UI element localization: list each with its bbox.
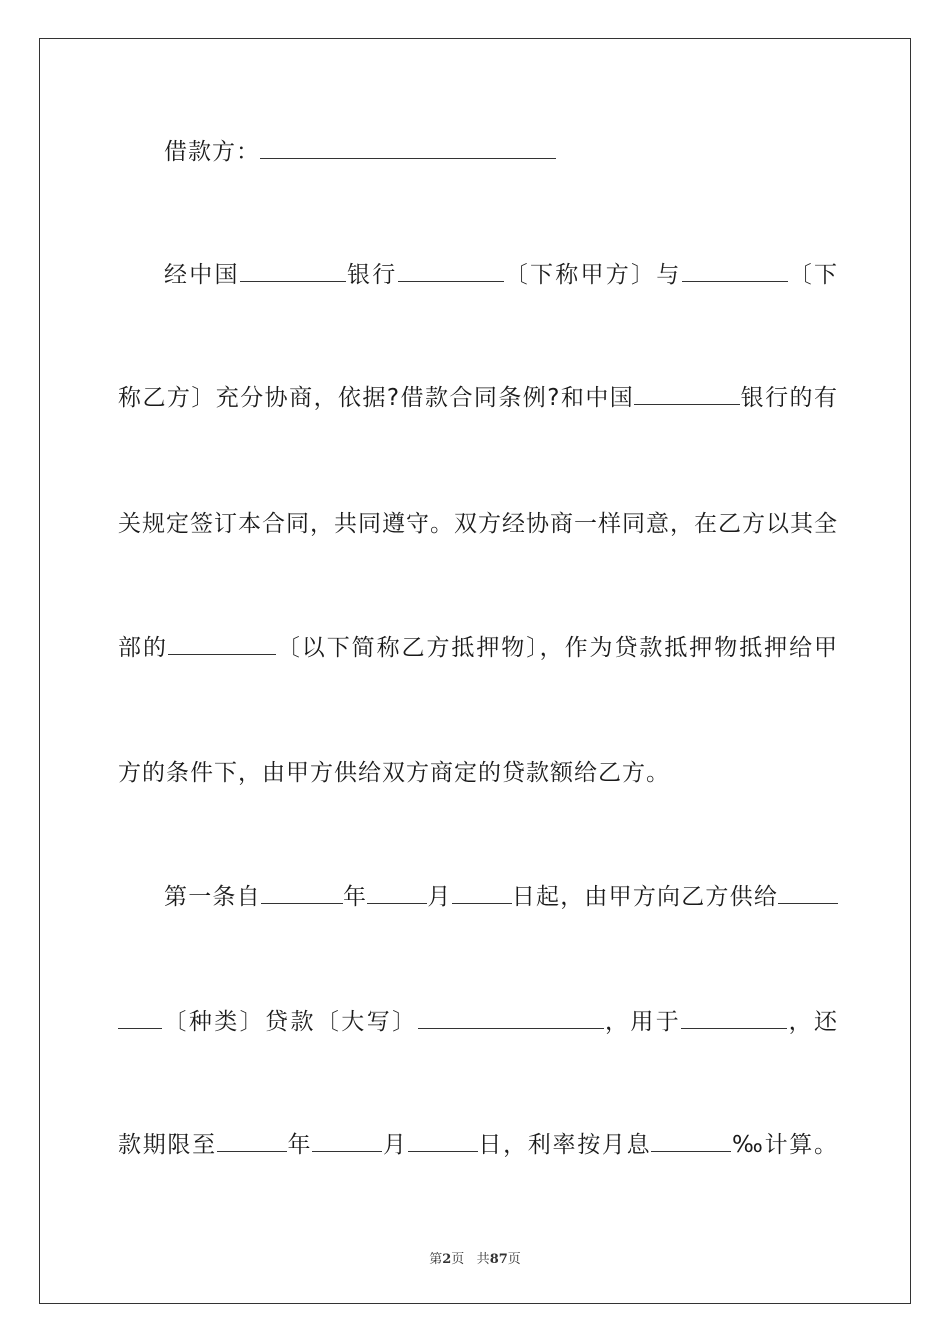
text-segment: ，还: [787, 1009, 839, 1035]
text-segment: 月: [427, 884, 452, 910]
start-day-blank[interactable]: [452, 883, 512, 904]
start-year-blank[interactable]: [261, 883, 343, 904]
bank-name-blank[interactable]: [240, 261, 346, 282]
text-segment: ‰计算。: [731, 1132, 839, 1158]
paragraph1-line5: [118, 758, 838, 788]
end-year-blank[interactable]: [217, 1131, 287, 1152]
text-segment: 银行的有: [740, 385, 838, 411]
text-segment: 关规定签订本合同，共同遵守。双方经协商一样同意，在乙方以其全: [118, 511, 838, 537]
end-month-blank[interactable]: [312, 1131, 382, 1152]
article1-line2: [118, 1007, 838, 1037]
text-segment: 〔种类〕贷款〔大写〕: [162, 1009, 418, 1035]
footer-total-suffix: 页: [507, 1252, 521, 1267]
purpose-blank[interactable]: [681, 1008, 787, 1029]
text-segment: 经中国: [164, 262, 240, 288]
footer-page-prefix: 第: [429, 1252, 443, 1267]
footer-page-suffix: 页: [451, 1252, 465, 1267]
text-segment: 〔下: [787, 262, 838, 288]
branch-blank[interactable]: [398, 261, 504, 282]
page-footer: [0, 1248, 950, 1267]
bank-name-blank-2[interactable]: [634, 384, 740, 405]
borrower-blank[interactable]: [260, 138, 556, 159]
text-segment: 〔下称甲方〕与: [503, 262, 682, 288]
text-segment: 部的: [118, 635, 168, 661]
borrower-label: 借款方：: [164, 139, 260, 165]
party-b-blank[interactable]: [682, 261, 788, 282]
borrower-line: [164, 137, 838, 167]
text-segment: 年: [286, 1132, 313, 1158]
text-segment: 月: [382, 1132, 408, 1158]
article1-line1: [164, 882, 838, 912]
loan-type-blank-a[interactable]: [778, 883, 838, 904]
text-segment: 〔以下简称乙方抵押物〕，作为贷款抵押物抵押给甲: [275, 635, 839, 661]
text-segment: 日，利率按月息: [477, 1132, 652, 1158]
text-segment: 年: [342, 884, 368, 910]
start-month-blank[interactable]: [367, 883, 427, 904]
text-segment: 日起，由甲方向乙方供给: [511, 884, 779, 910]
amount-blank[interactable]: [418, 1008, 604, 1029]
text-segment: 银行: [345, 262, 398, 288]
text-segment: 称乙方〕充分协商，依据?借款合同条例?和中国: [118, 385, 635, 411]
footer-total-prefix: 共: [476, 1252, 490, 1267]
text-segment: 款期限至: [118, 1132, 217, 1158]
paragraph1-line3: [118, 509, 838, 539]
footer-total-pages: 87: [489, 1252, 508, 1267]
page-border: [39, 38, 911, 1304]
end-day-blank[interactable]: [408, 1131, 478, 1152]
text-segment: 第一条自: [164, 884, 261, 910]
article1-line3: [118, 1130, 838, 1160]
interest-rate-blank[interactable]: [651, 1131, 731, 1152]
paragraph1-line1: [164, 260, 838, 290]
text-segment: ，用于: [603, 1009, 682, 1035]
paragraph1-line4: [118, 633, 838, 663]
loan-type-blank-b[interactable]: [118, 1008, 162, 1029]
paragraph1-line2: [118, 383, 838, 413]
text-segment: 方的条件下，由甲方供给双方商定的贷款额给乙方。: [118, 760, 670, 786]
collateral-blank[interactable]: [168, 634, 276, 655]
footer-page-number: 2: [442, 1252, 452, 1267]
